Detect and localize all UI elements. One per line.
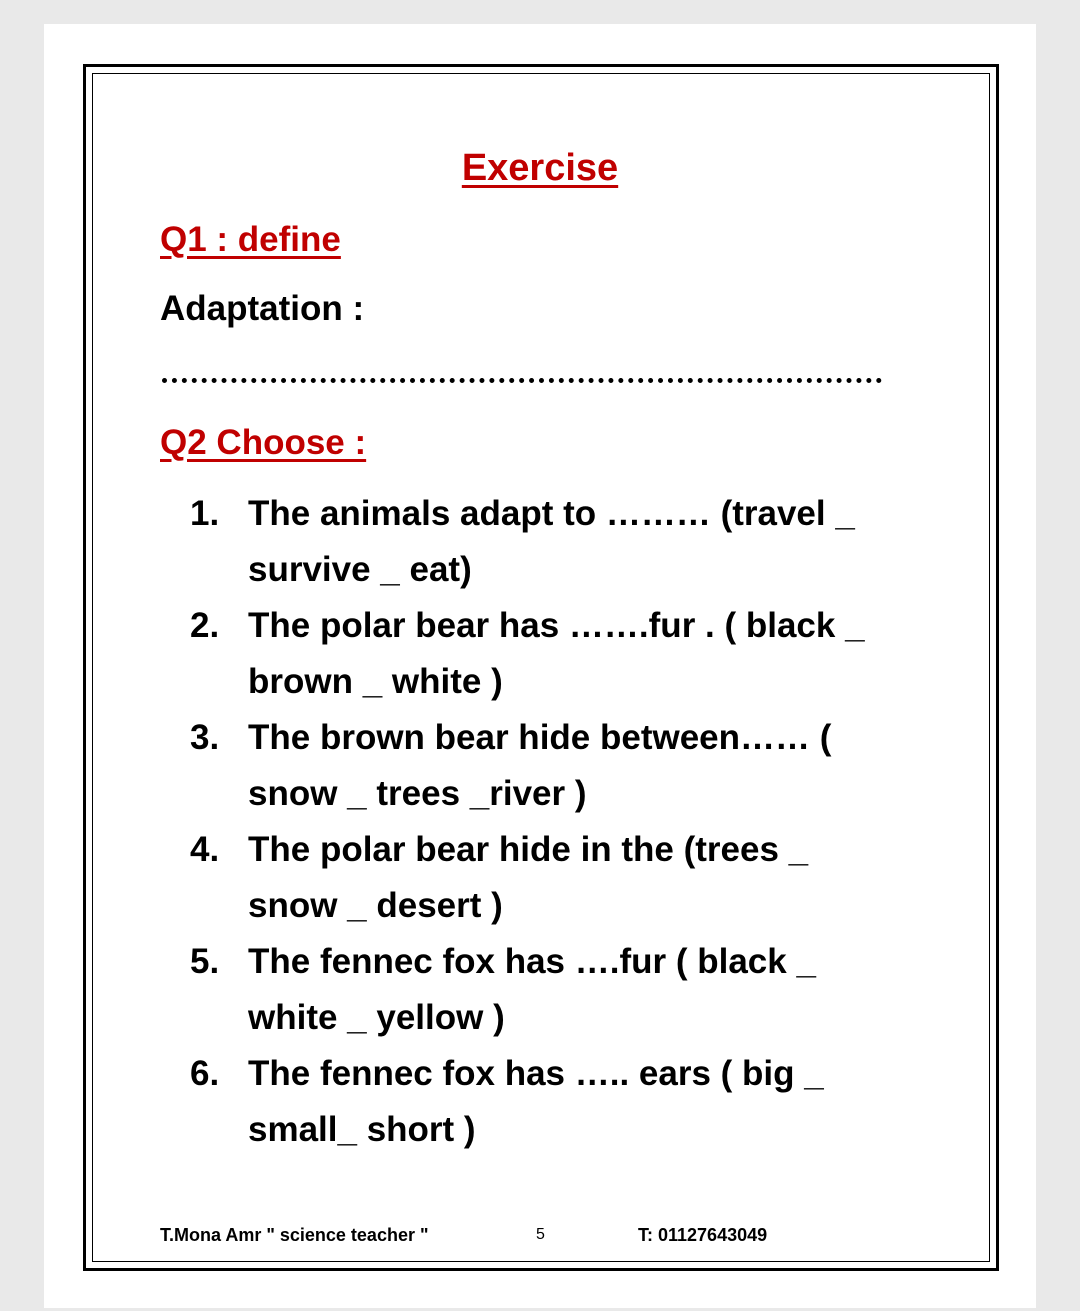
choice-text: The fennec fox has ….. ears ( big _ small_ short ) [248, 1054, 824, 1149]
choice-text: The brown bear hide between…… ( snow _ trees _river ) [248, 718, 832, 813]
exercise-title-text: Exercise [461, 147, 619, 189]
choice-item-3 [190, 710, 890, 822]
answer-dotted-line [162, 378, 882, 383]
choice-text: The fennec fox has ….fur ( black _ white _ yellow ) [248, 942, 816, 1037]
footer-teacher: T.Mona Amr " science teacher " [160, 1225, 429, 1245]
choice-text: The polar bear has …….fur . ( black _ brown _ white ) [248, 606, 865, 701]
choice-item-5 [190, 934, 890, 1046]
exercise-title [44, 147, 1036, 190]
choice-number: 3. [190, 718, 220, 757]
choice-text: The animals adapt to ……… (travel _ survive _ eat) [248, 494, 855, 589]
footer-page-number: 5 [536, 1226, 545, 1243]
term-adaptation: Adaptation : [160, 289, 365, 328]
choice-item-1 [190, 486, 890, 598]
choice-number: 6. [190, 1054, 220, 1093]
choice-item-4 [190, 822, 890, 934]
q1-heading: Q1 : define [160, 220, 341, 259]
choice-number: 1. [190, 494, 220, 533]
footer-phone: T: 01127643049 [638, 1225, 768, 1245]
choice-number: 5. [190, 942, 220, 981]
choice-item-6 [190, 1046, 890, 1158]
choice-text: The polar bear hide in the (trees _ snow _ desert ) [248, 830, 809, 925]
choice-list [190, 486, 890, 1158]
document-page [44, 24, 1036, 1308]
q2-heading: Q2 Choose : [160, 423, 367, 462]
choice-number: 4. [190, 830, 220, 869]
choice-number: 2. [190, 606, 220, 645]
choice-item-2 [190, 598, 890, 710]
